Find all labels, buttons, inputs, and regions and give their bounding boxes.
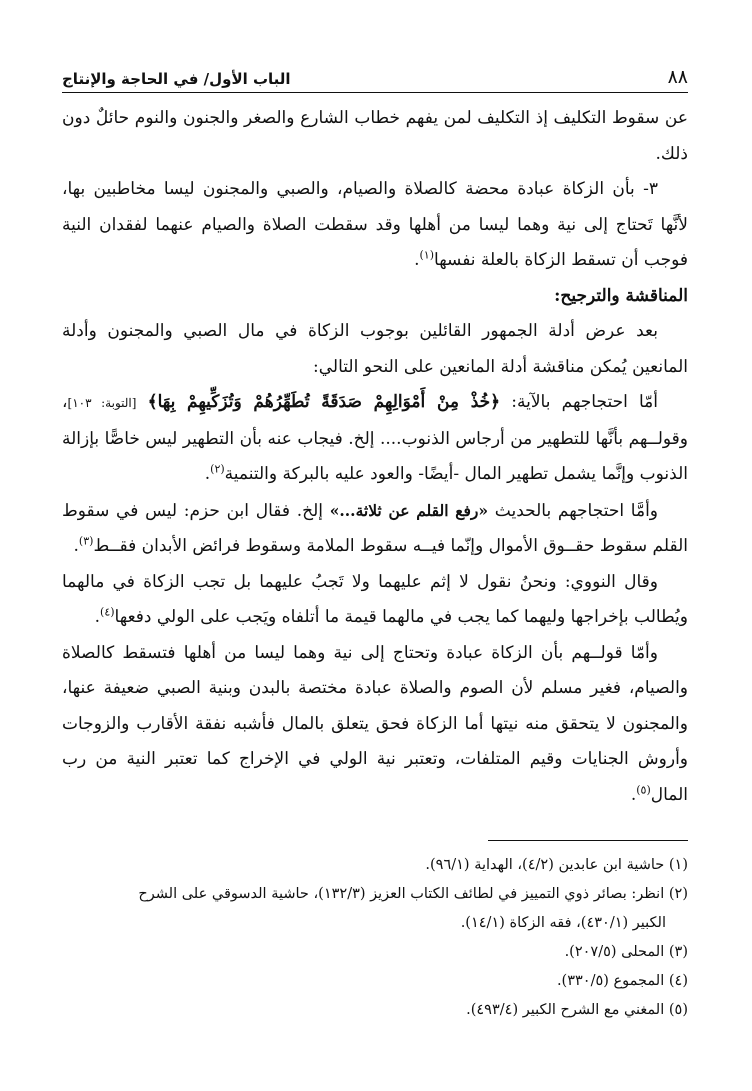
paragraph-text: عن سقوط التكليف إذ التكليف لمن يفهم خطاب الشارع والصغر والجنون والنوم حائلٌ دون ذلك. xyxy=(62,108,688,164)
footnote-ref[interactable]: (٣) xyxy=(78,534,94,548)
paragraph-text: أمّا احتجاجهم بالآية: xyxy=(500,392,659,412)
main-text xyxy=(62,101,688,813)
footnote-number: (٤) xyxy=(668,973,688,989)
section-heading: المناقشة والترجيح: xyxy=(554,285,688,306)
footnote-ref[interactable]: (٢) xyxy=(210,462,225,476)
footnote xyxy=(62,851,688,880)
paragraph-text: وأمّا قولــهم بأن الزكاة عبادة وتحتاج إلى نية وهما ليسا من أهلها فتسقط كالصلاة والصيام، فغير مسلم لأن الصوم والصلاة عبادة مختصة بالبدن وبنية الصبي ضعيفة عنها، والمجنون لا يتحقق منه نيتها أما الزكاة فحق يتعلق بالمال فأشبه نفقة الأقارب والزوجات وأروش الجنايات وقيم المتلفات، وتعتبر نية الولي في الإخراج كما تعتبر النية من رب المال xyxy=(62,642,688,805)
paragraph-continuation xyxy=(62,101,688,172)
footnote-number: (٥) xyxy=(668,1002,688,1018)
footnote xyxy=(62,996,688,1025)
footnote-text: المحلى (٢٠٧/٥). xyxy=(564,944,665,960)
running-title: الباب الأول/ في الحاجة والإنتاج xyxy=(62,70,291,88)
footnote-separator xyxy=(488,840,688,841)
paragraph-text: ، وقولــهم بأنَّها للتطهير من أرجاس الذنوب.... إلخ. فيجاب عنه بأن التطهير ليس خاصًّا بإزالة الذنوب وإنَّما يشمل تطهير المال -أيضًا- والعود عليه بالبركة والتنمية xyxy=(62,392,688,484)
paragraph-text: ٣- بأن الزكاة عبادة محضة كالصلاة والصيام، والصبي والمجنون ليسا مخاطبين بها، لأنَّها تَحتاج إلى نية وهما ليسا من أهلها وقد سقطت الصلاة والصيام عنهما لفقدان النية فوجب أن تسقط الزكاة بالعلة نفسها xyxy=(62,179,688,270)
footnote xyxy=(62,967,688,996)
footnote-text: المجموع (٣٣٠/٥). xyxy=(556,973,665,989)
footnote-continuation: الكبير (٤٣٠/١)، فقه الزكاة (١٤/١). xyxy=(460,915,666,931)
footnote-ref[interactable]: (١) xyxy=(419,248,435,262)
paragraph-nawawi xyxy=(62,565,688,636)
footnote xyxy=(62,880,688,909)
paragraph-hadith-argument xyxy=(62,493,688,565)
paragraph-intro xyxy=(62,314,688,385)
footnote-number: (٢) xyxy=(668,886,688,902)
footnote-text: انظر: بصائر ذوي التمييز في لطائف الكتاب العزيز (١٣٢/٣)، حاشية الدسوقي على الشرح xyxy=(138,886,665,902)
punctuation: . xyxy=(414,250,420,270)
footnote-number: (٣) xyxy=(668,944,688,960)
footnote-text: المغني مع الشرح الكبير (٤٩٣/٤). xyxy=(466,1002,665,1018)
verse-citation: [التوبة: ١٠٣] xyxy=(67,396,137,410)
footnote-ref[interactable]: (٤) xyxy=(100,605,115,619)
header-rule xyxy=(62,92,688,93)
page-header xyxy=(62,58,688,88)
footnote-text: حاشية ابن عابدين (٤/٢)، الهداية (٩٦/١). xyxy=(425,857,665,873)
paragraph-intention-argument xyxy=(62,636,688,814)
punctuation: . xyxy=(204,464,211,484)
footnote-ref[interactable]: (٥) xyxy=(636,782,651,796)
footnote-number: (١) xyxy=(668,857,688,873)
punctuation: . xyxy=(630,784,637,805)
paragraph-text: وقال النووي: ونحنُ نقول لا إثم عليهما ولا تَجبُ عليهما بل تجب الزكاة في مالهما ويُطالب بإخراجها وليهما كما يجب في مالهما قيمة ما أتلفاه ويَجب على الولي دفعها xyxy=(62,571,688,627)
paragraph-verse-argument xyxy=(62,385,688,493)
paragraph-text: وأمَّا احتجاجهم بالحديث xyxy=(488,500,659,521)
paragraph-text: بعد عرض أدلة الجمهور القائلين بوجوب الزكاة في مال الصبي والمجنون وأدلة المانعين يُمكن مناقشة أدلة المانعين على النحو التالي: xyxy=(62,321,688,377)
footnotes xyxy=(62,851,688,1025)
punctuation: . xyxy=(94,607,101,627)
quran-verse: ﴿خُذْ مِنْ أَمْوَالِهِمْ صَدَقَةً تُطَهِّرُهُمْ وَتُزَكِّيهِمْ بِهَا﴾ xyxy=(147,392,501,412)
paragraph-text: إلخ. فقال ابن حزم: ليس في سقوط القلم سقوط حقــوق الأموال وإنّما فيــه سقوط الملامة وسقوط فرائض الأبدان فقــط xyxy=(62,500,688,556)
hadith-quote: «رفع القلم عن ثلاثة...» xyxy=(329,500,489,520)
footnote xyxy=(62,938,688,967)
page-number: ٨٨ xyxy=(667,66,688,88)
punctuation: . xyxy=(73,536,79,556)
paragraph-reason-3 xyxy=(62,172,688,279)
